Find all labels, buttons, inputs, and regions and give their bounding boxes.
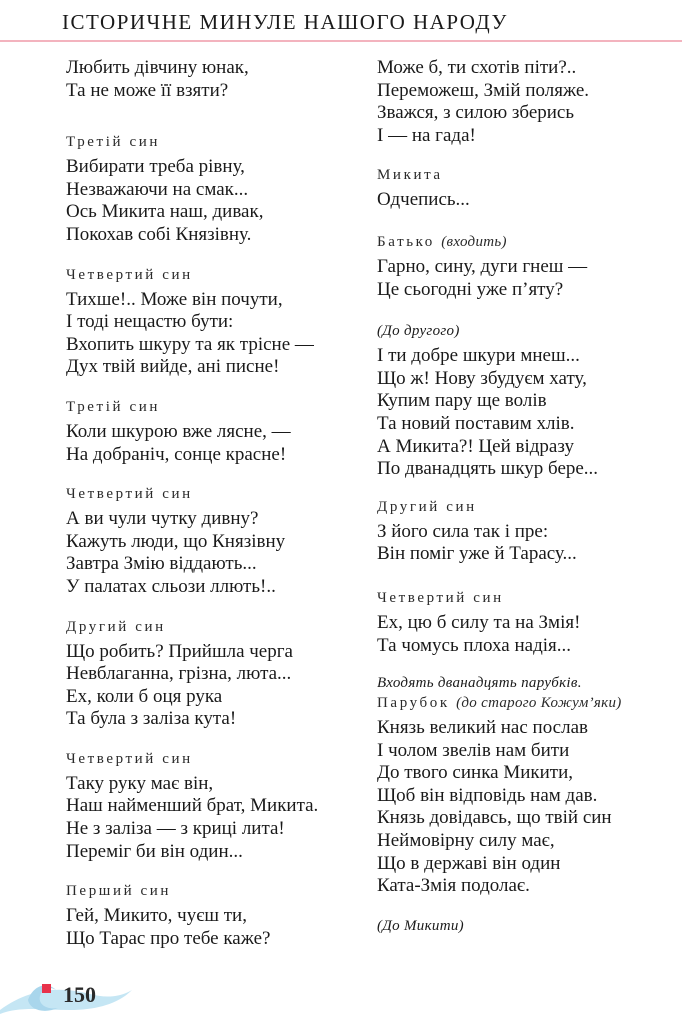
speaker-name: Четвертий син (66, 486, 193, 503)
verse-line: Таку руку має він, (66, 772, 214, 794)
verse-line: Що ж! Нову збудуєм хату, (377, 367, 587, 389)
verse-line: Кажуть люди, що Князівну (66, 530, 286, 552)
verse-line: До твого синка Микити, (377, 762, 574, 784)
verse-line: І чолом звелів нам бити (377, 739, 570, 761)
speaker-name: Четвертий син (66, 266, 193, 283)
verse-line: Коли шкурою вже ляснe, — (66, 420, 291, 442)
speaker-name: Микита (377, 167, 443, 184)
verse-block (377, 673, 677, 898)
speaker-name: Четвертий син (377, 589, 504, 606)
verse-block (66, 132, 366, 246)
verse-line: Ех, цю б силу та на Змія! (377, 611, 581, 633)
verse-block (66, 749, 366, 863)
verse-line: Та чомусь плоха надія... (377, 634, 572, 656)
verse-line: Купим пару ще волів (377, 390, 547, 412)
right-column (377, 44, 677, 940)
stage-direction: (До другого) (377, 323, 460, 340)
speaker-name: Другий син (66, 618, 166, 635)
verse-line: Вибирати треба рівну, (66, 156, 245, 178)
verse-line: Щоб він відповідь нам дав. (377, 784, 598, 806)
verse-line: Любить дівчину юнак, (66, 57, 249, 78)
verse-line: Не з заліза — з криці лита! (66, 818, 285, 840)
stage-direction: (до старого Кожум’яки) (456, 695, 622, 712)
verse-line: І ти добре шкури мнеш... (377, 345, 580, 367)
speaker-name: Третій син (66, 398, 160, 415)
page-number: 150 (63, 982, 96, 1007)
verse-block (377, 57, 677, 147)
page-title: ІСТОРИЧНЕ МИНУЛЕ НАШОГО НАРОДУ (62, 10, 508, 34)
verse-line: Що в державі він один (377, 852, 561, 874)
verse-line: Він поміг уже й Тарасу... (377, 543, 577, 565)
verse-line: Переможеш, Змій поляже. (377, 79, 590, 101)
speaker-name: Четвертий син (66, 750, 193, 767)
verse-block (377, 916, 677, 936)
verse-block (377, 588, 677, 657)
header-divider (0, 40, 682, 42)
verse-line: Покохав собі Князівну. (66, 223, 252, 245)
speaker-name: Третій син (66, 134, 160, 151)
verse-line: Ката-Змія подолає. (377, 875, 530, 897)
verse-block (377, 497, 677, 566)
verse-line: Невблаганна, грізна, люта... (66, 663, 292, 685)
speaker-heading (377, 232, 677, 252)
speaker-name: Перший син (66, 883, 172, 900)
verse-line: Дух твій вийде, ані писне! (66, 356, 280, 378)
verse-line: Ось Микита наш, дивак, (66, 201, 264, 223)
verse-line: Що робить? Прийшла черга (66, 640, 293, 662)
verse-block (66, 881, 366, 950)
verse-line: Переміг би він один... (66, 840, 243, 862)
verse-line: А Микита?! Цей відразу (377, 435, 574, 457)
speaker-name: Батько (377, 233, 435, 250)
speaker-name: Парубок (377, 695, 450, 712)
verse-line: Вхопить шкуру та як трісне — (66, 333, 314, 355)
verse-line: І — на гада! (377, 124, 476, 146)
verse-line: На добраніч, сонце красне! (66, 443, 287, 465)
stage-direction: (входить) (441, 233, 507, 250)
verse-line: Неймовірну силу має, (377, 830, 555, 852)
verse-line: Тихше!.. Може він почути, (66, 288, 283, 310)
verse-block (377, 321, 677, 481)
verse-line: Одчепись... (377, 189, 470, 211)
verse-line: Князь довідавсь, що твій син (377, 807, 612, 829)
verse-line: З його сила так і пре: (377, 520, 549, 542)
verse-line: Князь великий нас послав (377, 717, 589, 739)
verse-block (377, 165, 677, 212)
verse-line: Це сьогодні уже п’яту? (377, 278, 564, 300)
verse-line: І тоді нещастю бути: (66, 311, 234, 333)
speaker-heading (377, 693, 677, 713)
verse-block (66, 57, 366, 102)
verse-block (66, 265, 366, 379)
left-column (66, 44, 366, 950)
verse-line: Гей, Микито, чуєш ти, (66, 905, 247, 927)
verse-line: Та новий поставим хлів. (377, 412, 575, 434)
verse-line: А ви чули чутку дивну? (66, 508, 259, 530)
verse-line: Може б, ти схотів піти?.. (377, 57, 577, 78)
verse-block (66, 617, 366, 731)
verse-line: Ех, коли б оця рука (66, 685, 223, 707)
accent-square (42, 984, 51, 993)
speaker-name: Другий син (377, 498, 477, 515)
verse-line: Незважаючи на смак... (66, 178, 249, 200)
verse-block (66, 397, 366, 466)
verse-block (66, 484, 366, 598)
verse-line: Зважся, з силою зберись (377, 102, 575, 124)
verse-line: По дванадцять шкур бере... (377, 458, 599, 480)
verse-line: Наш найменший брат, Микита. (66, 795, 319, 817)
verse-line: Та не може її взяти? (66, 79, 229, 101)
verse-line: Гарно, сину, дуги гнеш — (377, 255, 588, 277)
page-header (0, 0, 695, 44)
verse-line: Що Тарас про тебе каже? (66, 927, 271, 949)
stage-direction: Входять дванадцять парубків. (377, 675, 582, 692)
verse-line: Завтра Змію віддають... (66, 553, 257, 575)
verse-block (377, 232, 677, 301)
stage-direction: (До Микити) (377, 917, 464, 934)
verse-line: У палатах сльози ллють!.. (66, 575, 276, 597)
verse-line: Та була з заліза кута! (66, 708, 237, 730)
